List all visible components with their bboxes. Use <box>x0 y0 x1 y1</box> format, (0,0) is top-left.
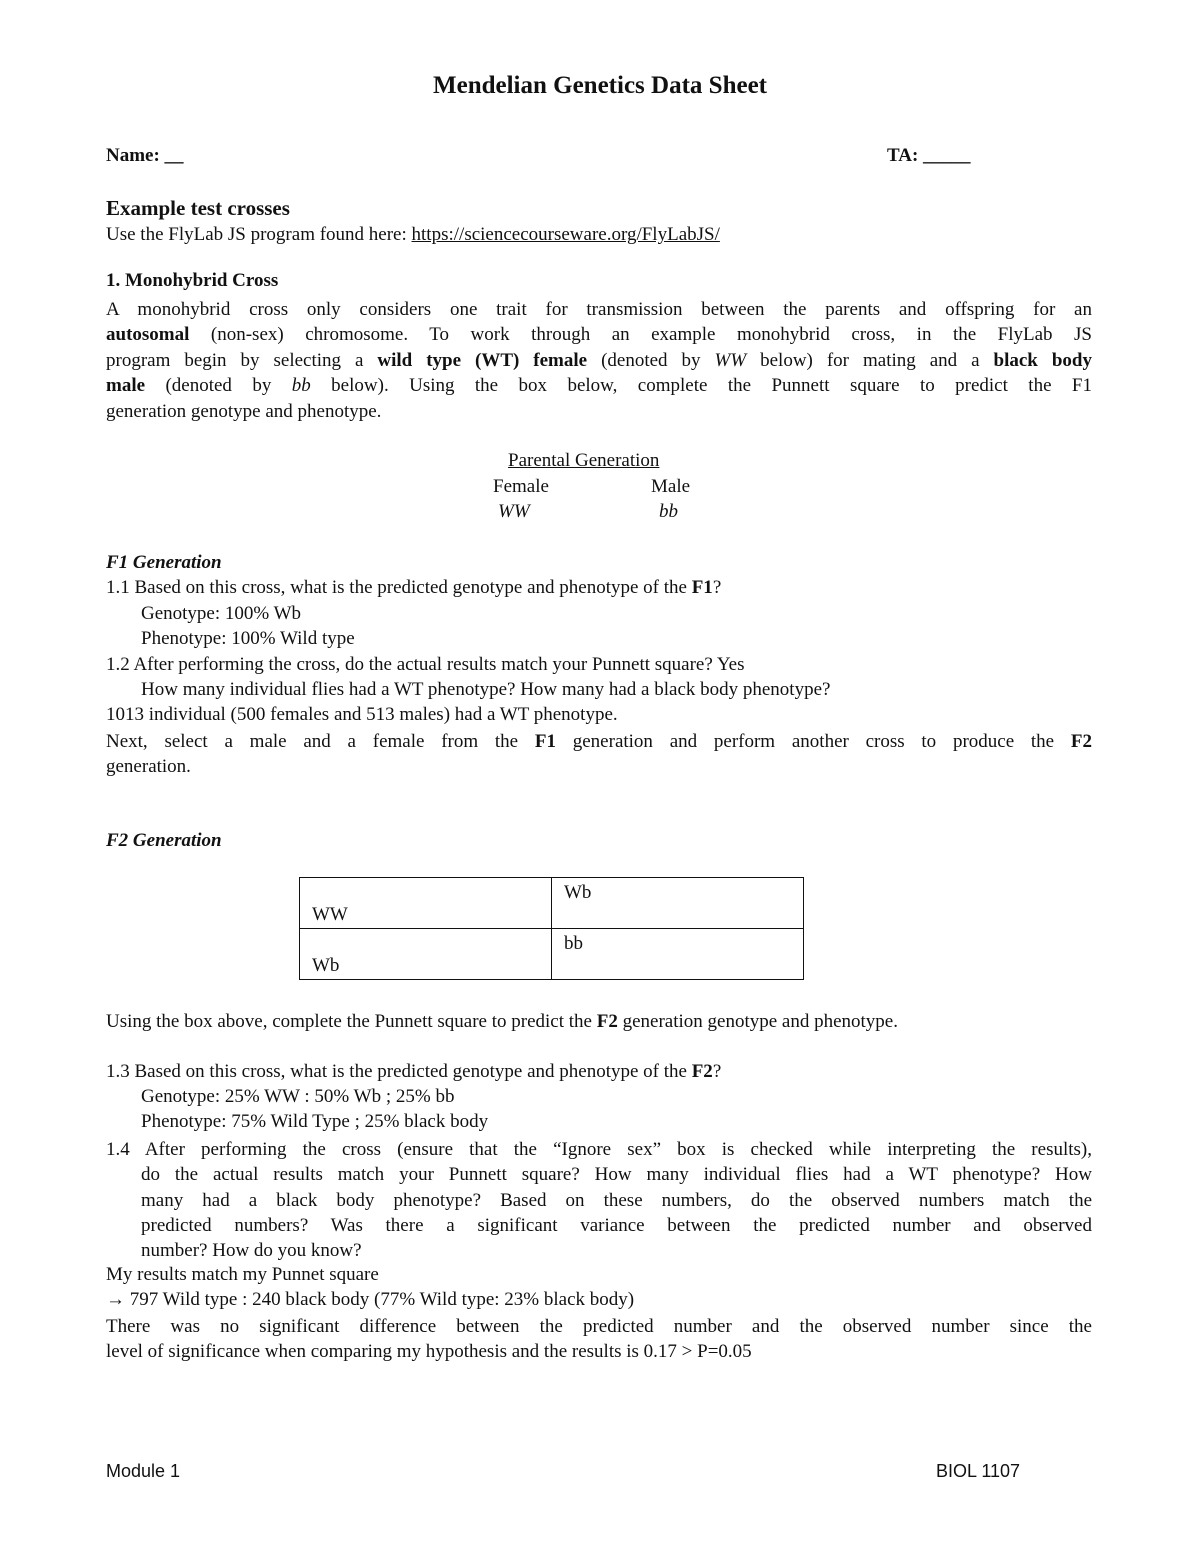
male-term: male <box>106 375 146 396</box>
ta-field-label: TA: _____ <box>887 145 971 166</box>
punnett-square <box>299 877 804 980</box>
monohybrid-heading: 1. Monohybrid Cross <box>106 270 279 291</box>
f2-answer-3-line-2: level of significance when comparing my hypothesis and the results is 0.17 > P=0.05 <box>106 1341 752 1362</box>
question-1-4-line-5: number? How do you know? <box>141 1240 362 1261</box>
f1-heading: F1 Generation <box>106 552 222 573</box>
punnett-cell[interactable] <box>552 929 804 980</box>
section-heading: Example test crosses <box>106 196 290 220</box>
f2-instruction <box>106 1011 898 1033</box>
footer-module: Module 1 <box>106 1461 181 1481</box>
male-label: Male <box>651 476 691 497</box>
male-genotype: bb <box>659 501 678 522</box>
question-1-2-sub: How many individual flies had a WT phenotype? How many had a black body phenotype? <box>141 679 831 700</box>
punnett-cell[interactable] <box>300 929 552 980</box>
f2-term: F2 <box>596 1011 618 1032</box>
f2-heading: F2 Generation <box>106 830 222 851</box>
punnett-cell[interactable] <box>552 878 804 929</box>
punnett-row <box>300 878 804 929</box>
monohybrid-line-2 <box>106 322 1092 347</box>
f2-term: F2 <box>1070 731 1092 752</box>
punnett-cell-text: Wb <box>312 955 340 976</box>
autosomal-term: autosomal <box>106 324 190 345</box>
monohybrid-line-1: A monohybrid cross only considers one trait for transmission between the parents and offspring for an <box>106 299 1092 320</box>
next-instruction-line-1 <box>106 729 1092 754</box>
female-label: Female <box>493 476 549 497</box>
instruction-text: generation genotype and phenotype. <box>617 1011 898 1032</box>
punnett-cell[interactable] <box>300 878 552 929</box>
question-text: 1.1 Based on this cross, what is the predicted genotype and phenotype of the <box>106 577 692 598</box>
monohybrid-text: (non-sex) chromosome. To work through an example monohybrid cross, in the FlyLab JS <box>189 324 1092 345</box>
monohybrid-text: (denoted by <box>587 350 715 371</box>
flylab-link[interactable]: https://sciencecourseware.org/FlyLabJS/ <box>411 224 720 245</box>
f1-genotype: Genotype: 100% Wb <box>141 603 302 624</box>
question-text: ? <box>712 1061 722 1082</box>
monohybrid-text: below) for mating and a <box>746 350 994 371</box>
punnett-row <box>300 929 804 980</box>
f1-answer: 1013 individual (500 females and 513 males) had a WT phenotype. <box>106 704 618 725</box>
monohybrid-line-3 <box>106 348 1092 373</box>
wild-type-female-term: wild type (WT) female <box>377 350 588 371</box>
monohybrid-line-4 <box>106 373 1092 398</box>
question-1-1 <box>106 577 721 599</box>
question-1-2: 1.2 After performing the cross, do the actual results match your Punnett square? Yes <box>106 654 745 675</box>
instruction-text: generation and perform another cross to produce the <box>555 731 1071 752</box>
question-1-4-line-3: many had a black body phenotype? Based on these numbers, do the observed numbers match the <box>141 1190 1092 1211</box>
genotype-ww: WW <box>714 350 747 371</box>
footer-course: BIOL 1107 <box>936 1461 1021 1481</box>
monohybrid-line-5: generation genotype and phenotype. <box>106 401 382 422</box>
punnett-cell-text: WW <box>312 904 348 925</box>
page-title: Mendelian Genetics Data Sheet <box>433 72 767 99</box>
question-text: 1.3 Based on this cross, what is the predicted genotype and phenotype of the <box>106 1061 692 1082</box>
arrow-icon: → <box>106 1289 125 1310</box>
intro-line <box>106 224 720 246</box>
f1-term: F1 <box>691 577 713 598</box>
black-body-term: black body <box>993 350 1092 371</box>
f2-phenotype: Phenotype: 75% Wild Type ; 25% black body <box>141 1111 489 1132</box>
question-1-3 <box>106 1061 721 1083</box>
female-genotype: WW <box>498 501 530 522</box>
monohybrid-text: (denoted by <box>145 375 292 396</box>
instruction-text: Next, select a male and a female from the <box>106 731 535 752</box>
intro-text: Use the FlyLab JS program found here: <box>106 224 412 245</box>
question-text: ? <box>712 577 722 598</box>
name-field-label: Name: __ <box>106 145 184 166</box>
f2-genotype: Genotype: 25% WW : 50% Wb ; 25% bb <box>141 1086 455 1107</box>
question-1-4-line-4: predicted numbers? Was there a significant variance between the predicted number and observed <box>141 1215 1092 1236</box>
f1-term: F1 <box>534 731 556 752</box>
question-1-4-line-2: do the actual results match your Punnett square? How many individual flies had a WT phenotype? How <box>141 1164 1092 1185</box>
punnett-cell-text: Wb <box>564 882 592 903</box>
f2-term: F2 <box>691 1061 713 1082</box>
f1-phenotype: Phenotype: 100% Wild type <box>141 628 355 649</box>
monohybrid-text: program begin by selecting a <box>106 350 378 371</box>
genotype-bb: bb <box>291 375 311 396</box>
question-1-4-line-1: 1.4 After performing the cross (ensure that the “Ignore sex” box is checked while interpreting the results), <box>106 1139 1092 1160</box>
punnett-cell-text: bb <box>564 933 583 954</box>
f2-answer-1: My results match my Punnet square <box>106 1264 379 1285</box>
monohybrid-text: below). Using the box below, complete the Punnett square to predict the F1 <box>310 375 1092 396</box>
instruction-text: Using the box above, complete the Punnett square to predict the <box>106 1011 597 1032</box>
next-instruction-line-2: generation. <box>106 756 191 777</box>
f2-answer-3-line-1: There was no significant difference between the predicted number and the observed number since the <box>106 1316 1092 1337</box>
parental-generation-heading: Parental Generation <box>508 450 660 471</box>
answer-text: 797 Wild type : 240 black body (77% Wild type: 23% black body) <box>125 1289 635 1310</box>
f2-answer-2 <box>106 1289 634 1311</box>
